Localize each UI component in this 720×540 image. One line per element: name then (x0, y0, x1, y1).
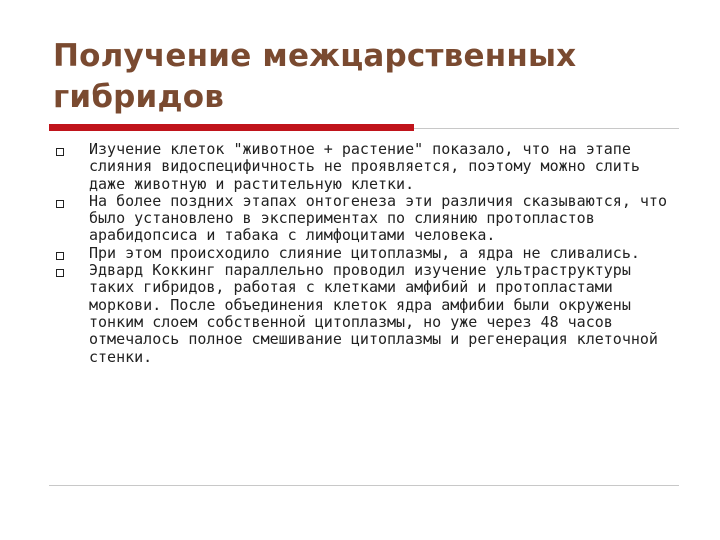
square-bullet-icon (56, 148, 64, 156)
bottom-divider-line (49, 485, 679, 486)
bullet-item (53, 193, 678, 245)
bullet-item (53, 262, 678, 366)
square-bullet-icon (56, 269, 64, 277)
square-bullet-icon (56, 200, 64, 208)
title-accent-bar (49, 124, 414, 131)
bullet-list (53, 141, 678, 366)
bullet-text: Изучение клеток "животное + растение" показало, что на этапе слияния видоспецифичность не проявляется, поэтому можно слить даже животную и растительную клетки. (89, 140, 640, 193)
bullet-text: Эдвард Коккинг параллельно проводил изучение ультраструктуры таких гибридов, работая с клетками амфибий и протопластами моркови. После объединения клеток ядра амфибии были окружены тонким слоем собственной цитоплазмы, но уже через 48 часов отмечалось полное смешивание цитоплазмы и регенерация клеточной стенки. (89, 261, 658, 366)
bullet-item (53, 245, 678, 262)
slide-title: Получение межцарственных гибридов (53, 38, 577, 115)
square-bullet-icon (56, 252, 64, 260)
bullet-text: При этом происходило слияние цитоплазмы, а ядра не сливались. (89, 243, 640, 262)
bullet-text: На более поздних этапах онтогенеза эти различия сказываются, что было установлено в экспериментах по слиянию протопластов арабидопсиса и табака с лимфоцитами человека. (89, 191, 667, 245)
bullet-item (53, 141, 678, 193)
